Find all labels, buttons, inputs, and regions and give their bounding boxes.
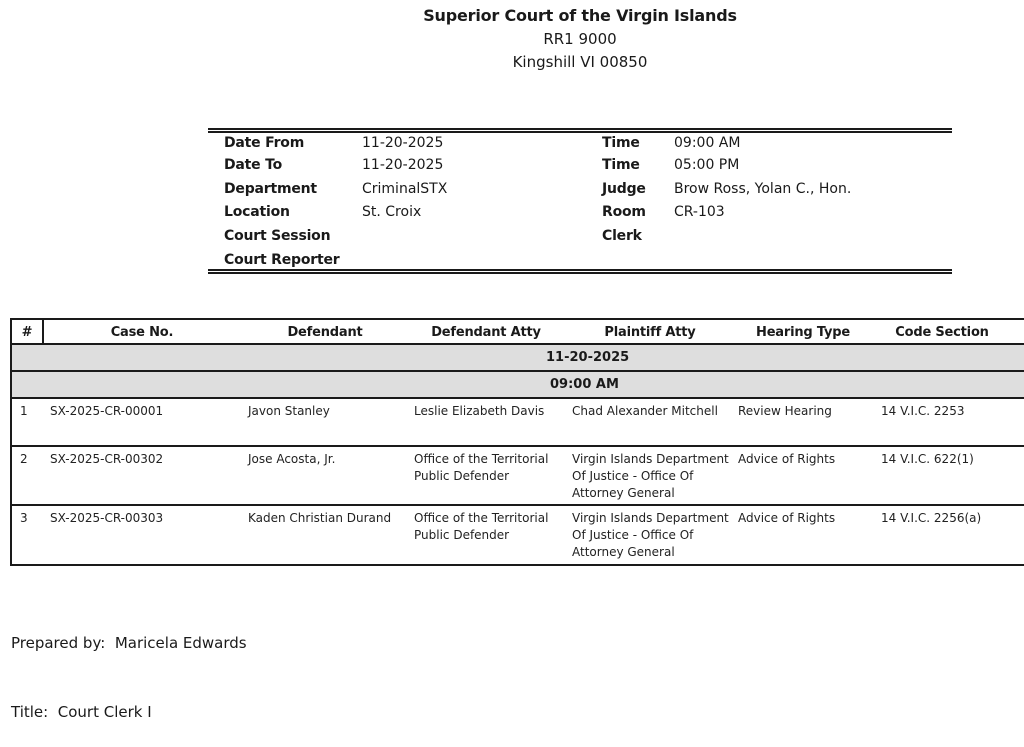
defendant-attorney: Office of the Territorial Public Defender xyxy=(414,511,549,542)
info-label: Room xyxy=(602,204,646,220)
column-header-plaintiff-atty: Plaintiff Atty xyxy=(604,325,696,340)
table-row[interactable] xyxy=(10,399,1024,447)
court-name: Superior Court of the Virgin Islands xyxy=(423,6,737,25)
case-number[interactable]: SX-2025-CR-00302 xyxy=(50,452,164,466)
time-group-row xyxy=(10,372,1024,399)
prepared-by-name: Maricela Edwards xyxy=(114,634,247,652)
case-number[interactable]: SX-2025-CR-00001 xyxy=(50,404,164,418)
info-value: 05:00 PM xyxy=(674,157,740,173)
info-value: 11-20-2025 xyxy=(362,157,444,173)
table-row[interactable] xyxy=(10,447,1024,506)
report-footer xyxy=(11,586,247,747)
info-label: Time xyxy=(602,135,640,151)
prepared-by-label: Prepared by: xyxy=(11,634,106,652)
court-header xyxy=(0,4,1024,74)
info-value: 11-20-2025 xyxy=(362,135,444,151)
table-row[interactable] xyxy=(10,506,1024,566)
top-double-rule xyxy=(208,128,952,133)
info-value: Brow Ross, Yolan C., Hon. xyxy=(674,181,852,197)
date-group-row xyxy=(10,345,1024,372)
column-header-defendant-atty: Defendant Atty xyxy=(431,325,541,340)
column-header-hearing-type: Hearing Type xyxy=(756,325,850,340)
info-value: 09:00 AM xyxy=(674,135,741,151)
hearing-type: Review Hearing xyxy=(738,404,832,418)
info-label: Judge xyxy=(602,181,646,197)
defendant-attorney: Office of the Territorial Public Defender xyxy=(414,452,549,483)
title-value: Court Clerk I xyxy=(57,703,152,721)
info-label: Time xyxy=(602,157,640,173)
info-label: Court Session xyxy=(224,228,331,244)
row-number: 3 xyxy=(20,511,28,525)
plaintiff-attorney: Virgin Islands Department Of Justice - Office Of Attorney General xyxy=(572,511,729,559)
code-section: 14 V.I.C. 2253 xyxy=(881,404,965,418)
info-label: Date From xyxy=(224,135,305,151)
hearing-type: Advice of Rights xyxy=(738,511,836,525)
info-label: Location xyxy=(224,204,290,220)
row-number: 2 xyxy=(20,452,28,466)
case-number[interactable]: SX-2025-CR-00303 xyxy=(50,511,164,525)
defendant-name: Jose Acosta, Jr. xyxy=(248,452,336,466)
defendant-name: Kaden Christian Durand xyxy=(248,511,392,525)
info-value: CR-103 xyxy=(674,204,725,220)
bottom-double-rule xyxy=(208,269,952,274)
info-value: CriminalSTX xyxy=(362,181,448,197)
info-label: Clerk xyxy=(602,228,642,244)
column-header-case-no: Case No. xyxy=(110,325,174,340)
code-section: 14 V.I.C. 2256(a) xyxy=(881,511,982,525)
court-address-line1: RR1 9000 xyxy=(543,30,617,48)
plaintiff-attorney: Chad Alexander Mitchell xyxy=(572,404,718,418)
column-header-defendant: Defendant xyxy=(287,325,363,340)
info-value: St. Croix xyxy=(362,204,422,220)
title-line xyxy=(11,701,247,724)
column-header-code-section: Code Section xyxy=(895,325,989,340)
column-header-number: # xyxy=(21,325,33,340)
time-group-label: 09:00 AM xyxy=(550,377,619,392)
plaintiff-attorney: Virgin Islands Department Of Justice - Office Of Attorney General xyxy=(572,452,729,500)
prepared-by-line xyxy=(11,632,247,655)
info-label: Department xyxy=(224,181,317,197)
hearing-type: Advice of Rights xyxy=(738,452,836,466)
info-label: Court Reporter xyxy=(224,252,340,268)
table-header-row xyxy=(10,318,1024,345)
date-group-label: 11-20-2025 xyxy=(546,350,630,365)
info-label: Date To xyxy=(224,157,283,173)
defendant-attorney: Leslie Elizabeth Davis xyxy=(414,404,545,418)
code-section: 14 V.I.C. 622(1) xyxy=(881,452,974,466)
title-label: Title: xyxy=(11,703,49,721)
defendant-name: Javon Stanley xyxy=(248,404,330,418)
row-number: 1 xyxy=(20,404,28,418)
court-address-line2: Kingshill VI 00850 xyxy=(512,53,648,71)
session-info xyxy=(208,128,952,274)
